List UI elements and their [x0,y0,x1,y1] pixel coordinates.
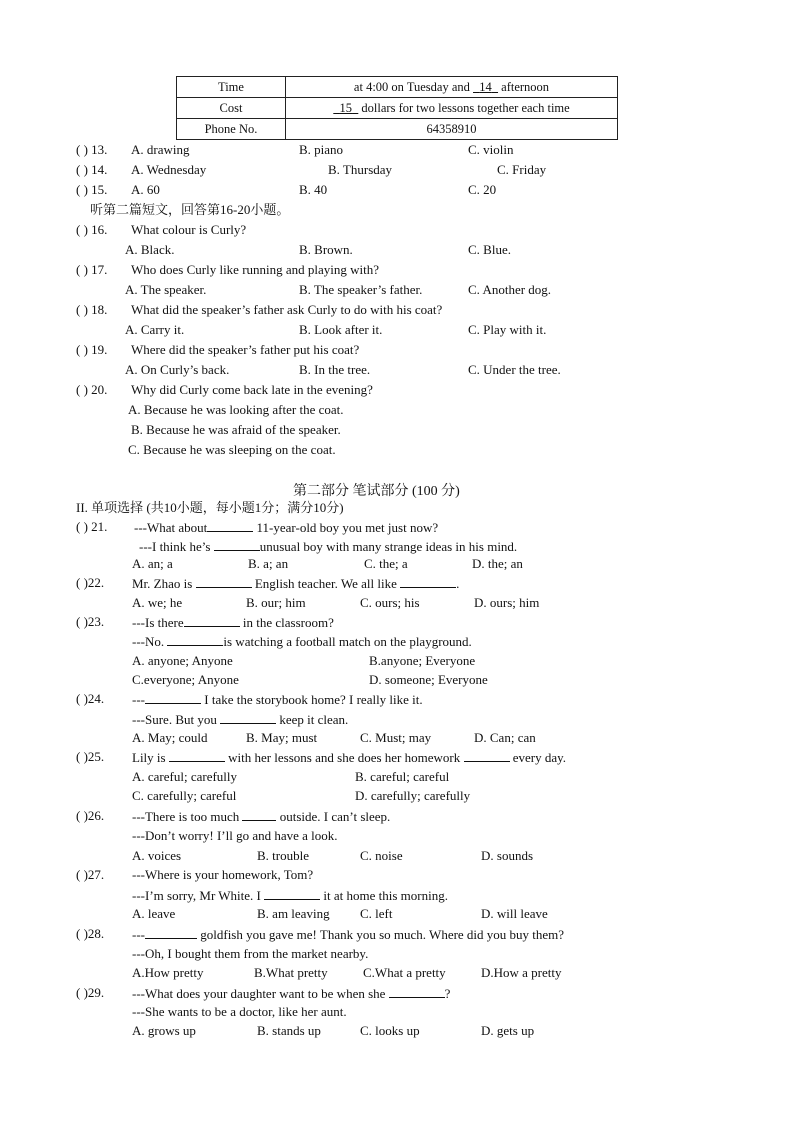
option-a: A. Because he was looking after the coat. [128,402,344,417]
option-b: B.What pretty [254,965,328,980]
option-c: C. Must; may [360,730,432,745]
option-c: C. violin [468,142,514,157]
question-stem: Mr. Zhao is English teacher. We all like . [132,576,460,591]
option-b: B. Look after it. [299,322,383,337]
option-a: A. we; he [132,595,183,610]
question-stem: What did the speaker’s father ask Curly to do with his coat? [131,302,443,317]
option-d: D. will leave [481,906,548,921]
question-stem: ---Oh, I bought them from the market nearby. [132,946,369,961]
option-a: A. The speaker. [125,282,207,297]
option-d: D. someone; Everyone [369,672,488,687]
question-stem: ---Is there in the classroom? [132,615,334,630]
table-label: Time [177,77,286,98]
option-b: B. Because he was afraid of the speaker. [131,422,341,437]
table-label: Phone No. [177,119,286,140]
question-stem: Where did the speaker’s father put his coat? [131,342,360,357]
question-number: ( ) 13. [76,142,108,157]
option-a: A. voices [132,848,182,863]
option-b: B. a; an [248,556,289,571]
question-stem: ---No. is watching a football match on the playground. [132,634,472,649]
table-row [177,98,618,119]
option-b: B. our; him [246,595,306,610]
table-row [177,119,618,140]
option-c: C. Friday [497,162,547,177]
option-b: B. May; must [246,730,318,745]
table-value: 15 dollars for two lessons together each time [286,98,618,119]
option-b: B. trouble [257,848,309,863]
question-number: ( ) 20. [76,382,108,397]
question-number: ( ) 17. [76,262,108,277]
option-c: C. Play with it. [468,322,547,337]
option-a: A. anyone; Anyone [132,653,233,668]
question-stem: ---What about 11-year-old boy you met just now? [134,520,439,535]
option-b: B. piano [299,142,344,157]
option-a: A.How pretty [132,965,204,980]
info-table [176,76,618,140]
option-b: B. In the tree. [299,362,371,377]
option-a: A. careful; carefully [132,769,238,784]
option-b: B. The speaker’s father. [299,282,423,297]
option-c: C.everyone; Anyone [132,672,239,687]
option-a: A. grows up [132,1023,196,1038]
question-number: ( )23. [76,614,105,629]
option-b: B. Brown. [299,242,353,257]
option-c: C. looks up [360,1023,420,1038]
option-b: B. 40 [299,182,328,197]
table-row [177,77,618,98]
table-label: Cost [177,98,286,119]
section-title: II. 单项选择 (共10小题，每小题1分；满分10分) [76,500,344,515]
option-c: C. Because he was sleeping on the coat. [128,442,336,457]
question-stem: --- I take the storybook home? I really like it. [132,692,423,707]
option-c: C. carefully; careful [132,788,237,803]
option-d: D. sounds [481,848,534,863]
question-stem: --- goldfish you gave me! Thank you so much. Where did you buy them? [132,927,565,942]
question-stem: ---Where is your homework, Tom? [132,867,314,882]
option-c: C. left [360,906,393,921]
question-stem: ---Sure. But you keep it clean. [132,712,349,727]
option-d: D. gets up [481,1023,535,1038]
option-b: B. careful; careful [355,769,450,784]
option-a: A. leave [132,906,176,921]
option-b: B. Thursday [328,162,393,177]
part-heading: 第二部分 笔试部分 (100 分) [293,484,460,499]
question-stem: ---She wants to be a doctor, like her aunt. [132,1004,347,1019]
option-c: C. noise [360,848,403,863]
option-a: A. Carry it. [125,322,185,337]
option-c: C. Under the tree. [468,362,561,377]
question-stem: ---What does your daughter want to be when she ? [132,986,451,1001]
question-number: ( ) 16. [76,222,108,237]
option-d: D.How a pretty [481,965,562,980]
question-number: ( )24. [76,691,105,706]
option-c: C. Another dog. [468,282,552,297]
option-b: B.anyone; Everyone [369,653,476,668]
option-b: B. am leaving [257,906,330,921]
option-c: C. Blue. [468,242,511,257]
question-stem: ---I’m sorry, Mr White. I it at home this morning. [132,888,448,903]
option-d: D. Can; can [474,730,536,745]
option-d: D. ours; him [474,595,540,610]
option-a: A. Wednesday [131,162,207,177]
table-value: 64358910 [286,119,618,140]
question-stem: ---Don’t worry! I’ll go and have a look. [132,828,338,843]
question-number: ( ) 15. [76,182,108,197]
option-a: A. an; a [132,556,173,571]
question-number: ( ) 14. [76,162,108,177]
option-b: B. stands up [257,1023,321,1038]
option-c: C.What a pretty [363,965,446,980]
option-c: C. ours; his [360,595,420,610]
option-a: A. drawing [131,142,190,157]
question-stem: ---I think he’s unusual boy with many strange ideas in his mind. [139,539,518,554]
option-a: A. May; could [132,730,208,745]
question-number: ( ) 21. [76,519,108,534]
question-stem: What colour is Curly? [131,222,247,237]
question-number: ( )26. [76,808,105,823]
option-d: D. the; an [472,556,523,571]
question-stem: Lily is with her lessons and she does her homework every day. [132,750,567,765]
question-stem: Why did Curly come back late in the evening? [131,382,373,397]
option-a: A. Black. [125,242,175,257]
option-c: C. 20 [468,182,497,197]
table-value: at 4:00 on Tuesday and 14 afternoon [286,77,618,98]
question-number: ( )28. [76,926,105,941]
question-number: ( )25. [76,749,105,764]
question-number: ( ) 19. [76,342,108,357]
question-number: ( )29. [76,985,105,1000]
question-stem: Who does Curly like running and playing with? [131,262,380,277]
option-a: A. On Curly’s back. [125,362,230,377]
section-instruction: 听第二篇短文，回答第16-20小题。 [90,202,290,217]
question-number: ( )22. [76,575,105,590]
option-a: A. 60 [131,182,160,197]
question-stem: ---There is too much outside. I can’t sleep. [132,809,391,824]
option-c: C. the; a [364,556,408,571]
question-number: ( )27. [76,867,105,882]
option-d: D. carefully; carefully [355,788,471,803]
question-number: ( ) 18. [76,302,108,317]
